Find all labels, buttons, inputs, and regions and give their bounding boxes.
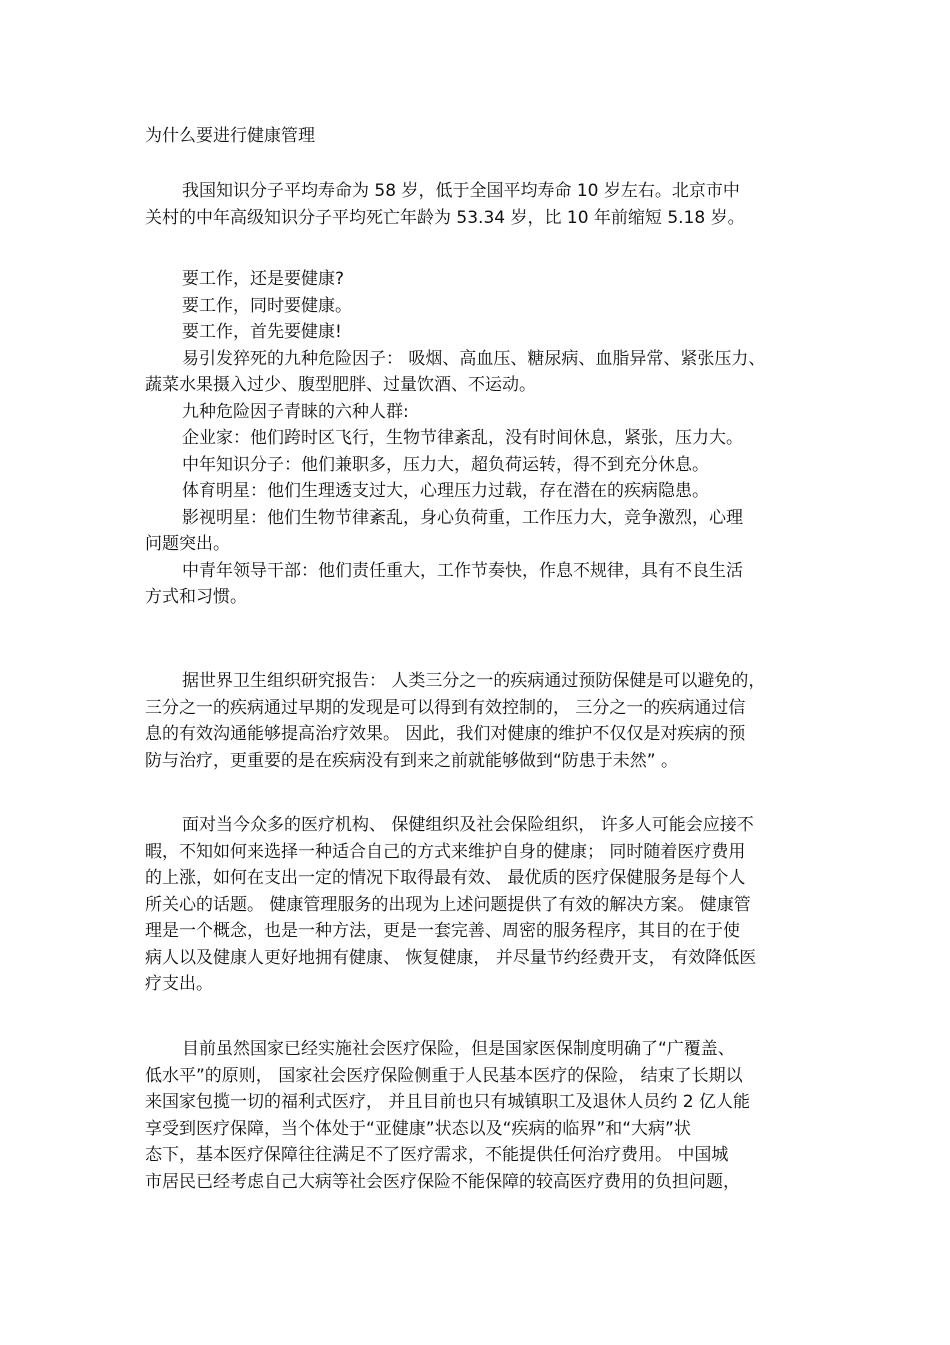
text-line: 态下，基本医疗保障往往满足不了医疗需求，不能提供任何治疗费用。 中国城 — [145, 1145, 729, 1165]
paragraph-lifespan — [145, 178, 805, 231]
text-line: 享受到医疗保障，当个体处于“亚健康”状态以及“疾病的临界”和“大病”状 — [145, 1118, 691, 1139]
text-line: 我国知识分子平均寿命为 58 岁，低于全国平均寿命 10 岁左右。北京市中 — [182, 181, 740, 201]
text-line: 问题突出。 — [145, 534, 230, 554]
text-line: 据世界卫生组织研究报告： 人类三分之一的疾病通过预防保健是可以避免的， — [182, 671, 766, 691]
text-line: 来国家包揽一切的福利式医疗， 并且目前也只有城镇职工及退休人员约 2 亿人能 — [145, 1092, 751, 1112]
text-line: 市居民已经考虑自己大病等社会医疗保险不能保障的较高医疗费用的负担问题， — [145, 1171, 740, 1192]
paragraph-health-management — [145, 812, 805, 998]
text-line: 低水平”的原则， 国家社会医疗保险侧重于人民基本医疗的保险， 结束了长期以 — [145, 1065, 743, 1086]
text-line: 暇，不知如何来选择一种适合自己的方式来维护自身的健康； 同时随着医疗费用 — [145, 841, 746, 862]
text-line: 息的有效沟通能够提高治疗效果。 因此，我们对健康的维护不仅仅是对疾病的预 — [145, 724, 746, 744]
text-line: 体育明星：他们生理透支过大，心理压力过载，存在潜在的疾病隐患。 — [182, 481, 709, 501]
text-line: 目前虽然国家已经实施社会医疗保险，但是国家医保制度明确了“广覆盖、 — [182, 1039, 735, 1059]
text-line: 的上涨，如何在支出一定的情况下取得最有效、 最优质的医疗保健服务是每个人 — [145, 868, 746, 888]
text-line: 三分之一的疾病通过早期的发现是可以得到有效控制的， 三分之一的疾病通过信 — [145, 697, 746, 718]
text-line: 中年知识分子：他们兼职多，压力大，超负荷运转，得不到充分休息。 — [182, 454, 709, 475]
text-line: 影视明星：他们生物节律紊乱，身心负荷重，工作压力大，竞争激烈，心理 — [182, 507, 743, 528]
paragraph-who-report — [145, 668, 805, 774]
text-line: 理是一个概念，也是一种方法，更是一套完善、周密的服务程序，其目的在于使 — [145, 921, 740, 941]
text-line: 方式和习惯。 — [145, 587, 247, 607]
text-line: 易引发猝死的九种危险因子： 吸烟、高血压、糖尿病、血脂异常、紧张压力、 — [182, 348, 766, 369]
paragraph-insurance — [145, 1036, 805, 1195]
text-line: 所关心的话题。 健康管理服务的出现为上述问题提供了有效的解决方案。 健康管 — [145, 894, 751, 915]
paragraph-risk-factors — [145, 266, 805, 611]
text-line: 疗支出。 — [145, 974, 213, 994]
text-line: 关村的中年高级知识分子平均死亡年龄为 53.34 岁，比 10 年前缩短 5.18 岁。 — [145, 207, 745, 228]
text-line: 蔬菜水果摄入过少、腹型肥胖、过量饮酒、不运动。 — [145, 375, 536, 395]
text-line: 防与治疗，更重要的是在疾病没有到来之前就能够做到“防患于未然” 。 — [145, 750, 679, 771]
text-line: 要工作，同时要健康。 — [182, 295, 352, 316]
text-line: 要工作，还是要健康? — [182, 269, 345, 289]
page-title: 为什么要进行健康管理 — [145, 126, 315, 146]
text-line: 企业家：他们跨时区飞行，生物节律紊乱，没有时间休息，紧张，压力大。 — [182, 428, 743, 448]
text-line: 中青年领导干部：他们责任重大，工作节奏快，作息不规律，具有不良生活 — [182, 560, 743, 581]
text-line: 病人以及健康人更好地拥有健康、 恢复健康， 并尽量节约经费开支， 有效降低医 — [145, 947, 757, 968]
text-line: 面对当今众多的医疗机构、 保健组织及社会保险组织， 许多人可能会应接不 — [182, 815, 754, 835]
text-line: 要工作，首先要健康! — [182, 322, 342, 342]
text-line: 九种危险因子青睐的六种人群: — [182, 401, 409, 422]
